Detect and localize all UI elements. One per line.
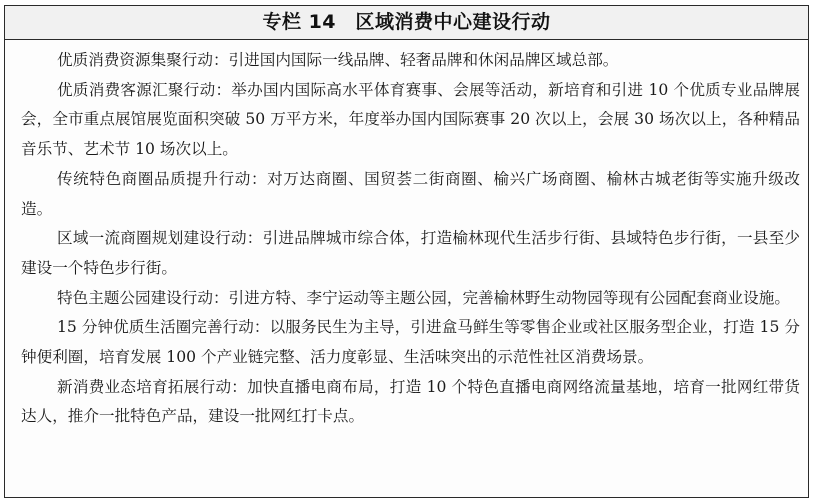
column-box xyxy=(4,5,809,498)
action-paragraph-resource-gathering: 优质消费资源集聚行动：引进国内国际一线品牌、轻奢品牌和休闲品牌区域总部。 xyxy=(57,51,619,69)
action-paragraph-new-consumption: 新消费业态培育拓展行动：加快直播电商布局，打造 10 个特色直播电商网络流量基地，培育一批网红带货达人，推介一批特色产品，建设一批网红打卡点。 xyxy=(21,377,800,426)
action-paragraph-district-planning: 区域一流商圈规划建设行动：引进品牌城市综合体，打造榆林现代生活步行街、县域特色步行街，一县至少建设一个特色步行街。 xyxy=(21,229,800,277)
column-body xyxy=(5,41,808,432)
action-paragraph-customer-gathering: 优质消费客源汇聚行动：举办国内国际高水平体育赛事、会展等活动，新培育和引进 10 个优质专业品牌展会，全市重点展馆展览面积突破 50 万平方米，年度举办国内国际赛事 20 次以上，会展 30 场次以上，各种精品音乐节、艺术节 10 场次以上。 xyxy=(21,80,800,159)
action-paragraph-traditional-districts: 传统特色商圈品质提升行动：对万达商圈、国贸荟二街商圈、榆兴广场商圈、榆林古城老街等实施升级改造。 xyxy=(21,169,800,218)
column-title: 专栏 14 区域消费中心建设行动 xyxy=(5,6,808,40)
action-paragraph-theme-parks: 特色主题公园建设行动：引进方特、李宁运动等主题公园，完善榆林野生动物园等现有公园配套商业设施。 xyxy=(57,288,790,307)
action-paragraph-15-minute-circle: 15 分钟优质生活圈完善行动：以服务民生为主导，引进盒马鲜生等零售企业或社区服务型企业，打造 15 分钟便利圈，培育发展 100 个产业链完整、活力度彰显、生活味突出的示范性社区消费场景。 xyxy=(21,318,800,367)
